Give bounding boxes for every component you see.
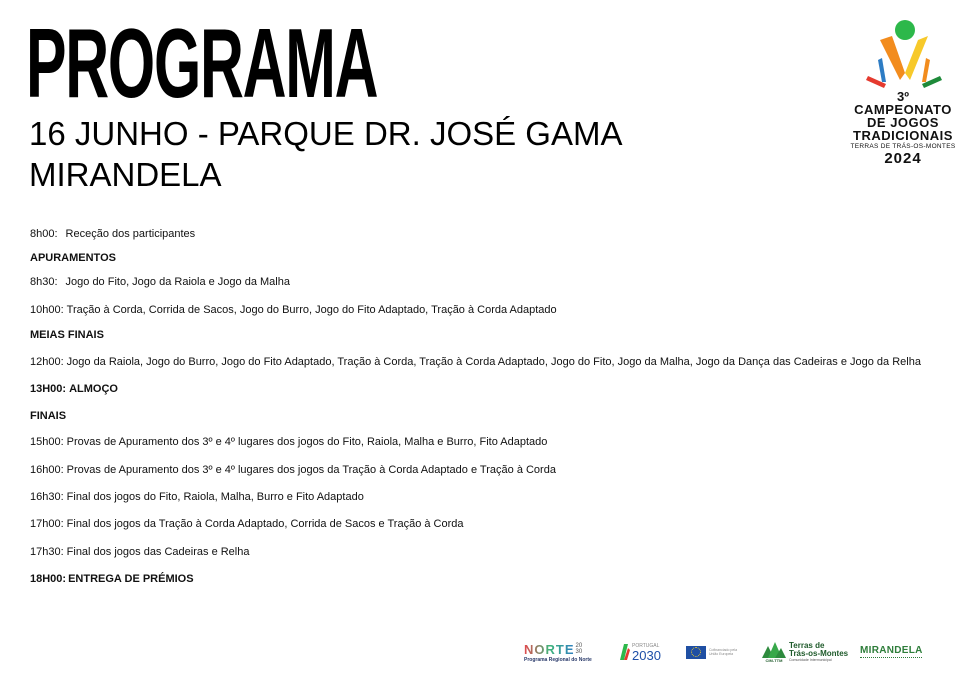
norte-name: NORTE [524,641,575,657]
schedule-item [30,545,249,559]
logo-edition: 3º [897,89,909,104]
logo-line-1: CAMPEONATO [854,102,952,117]
terras-caption: Comunidade Intermunicipal [789,658,832,662]
section-heading-meias-finais: MEIAS FINAIS [30,329,104,341]
schedule-text: ENTREGA DE PRÉMIOS [68,573,194,585]
schedule-time: 18H00: [30,573,67,585]
eu-cofunded-logo [686,640,739,664]
mirandela-name: MIRANDELA [860,645,923,656]
schedule-time: 15h00: [30,436,64,448]
schedule-time: 12h00: [30,356,64,368]
section-heading-finais: FINAIS [30,410,67,422]
portugal-caption: PORTUGAL [632,642,660,649]
portugal-flag-icon [620,644,630,660]
schedule-time: 16h30: [30,491,64,503]
eu-flag-icon [686,646,706,659]
cim-abbr: CIM-TTM [765,657,783,663]
norte-caption: Programa Regional do Norte [524,656,592,663]
schedule-time: 8h00: [30,228,58,240]
portugal-year: 2030 [632,647,661,663]
eu-caption: Cofinanciado pela União Europeia [709,648,738,656]
event-date-location: 16 JUNHO - PARQUE DR. JOSÉ GAMA [29,115,623,152]
logo-region: TERRAS DE TRÁS-OS-MONTES [850,143,956,150]
schedule-text: Tração à Corda, Corrida de Sacos, Jogo do Burro, Jogo do Fito Adaptado, Tração à Corda Adaptado [66,304,557,316]
schedule-item [30,275,290,289]
schedule-item [30,227,195,241]
schedule-text: Final dos jogos do Fito, Raiola, Malha, Burro e Fito Adaptado [66,491,364,503]
logo-line-2: DE JOGOS [867,115,939,130]
portugal-2030-logo [620,640,661,664]
schedule-time: 13H00: [30,383,67,395]
schedule-text: ALMOÇO [69,383,118,395]
schedule-item [30,517,464,531]
schedule-time: 8h30: [30,276,58,288]
norte-2030-logo [524,640,592,664]
mountains-icon [762,642,786,658]
schedule-item [30,435,547,449]
schedule-item-lunch [30,382,118,396]
schedule-item [30,355,921,369]
schedule-text: Final dos jogos da Tração à Corda Adaptado, Corrida de Sacos e Tração à Corda [66,518,464,530]
schedule-text: Receção dos participantes [65,228,196,240]
schedule-text: Provas de Apuramento dos 3º e 4º lugares dos jogos da Tração à Corda Adaptado e Tração à Corda [66,464,556,476]
schedule-text: Provas de Apuramento dos 3º e 4º lugares dos jogos do Fito, Raiola, Malha e Burro, Fito Adaptado [66,436,548,448]
schedule-item-awards [30,572,194,586]
mirandela-logo [860,640,923,664]
schedule-item [30,490,364,504]
schedule-time: 17h00: [30,518,64,530]
terras-tras-os-montes-logo [762,640,848,664]
schedule-item [30,463,556,477]
games-emblem-icon [860,18,946,88]
terras-line-1: Terras de [789,641,825,650]
championship-logo [838,18,968,168]
schedule-time: 17h30: [30,546,64,558]
norte-year-top: 20 [575,643,583,649]
logo-year: 2024 [884,150,922,167]
page-title: PROGRAMA [26,8,378,118]
norte-year-bottom: 30 [575,649,583,655]
section-heading-apuramentos: APURAMENTOS [30,252,116,264]
event-city: MIRANDELA [29,156,222,193]
schedule-text: Jogo do Fito, Jogo da Raiola e Jogo da Malha [65,276,290,288]
schedule-text: Jogo da Raiola, Jogo do Burro, Jogo do Fito Adaptado, Tração à Corda, Tração à Corda Adaptado, Jogo do Fito, Jogo da Malha, Jogo da Dança das Cadeiras e Jogo da Relha [66,356,921,368]
terras-line-2: Trás-os-Montes [789,649,849,658]
schedule-time: 16h00: [30,464,64,476]
schedule-text: Final dos jogos das Cadeiras e Relha [66,546,250,558]
logo-line-3: TRADICIONAIS [853,128,953,143]
schedule-time: 10h00: [30,304,64,316]
schedule-item [30,303,557,317]
